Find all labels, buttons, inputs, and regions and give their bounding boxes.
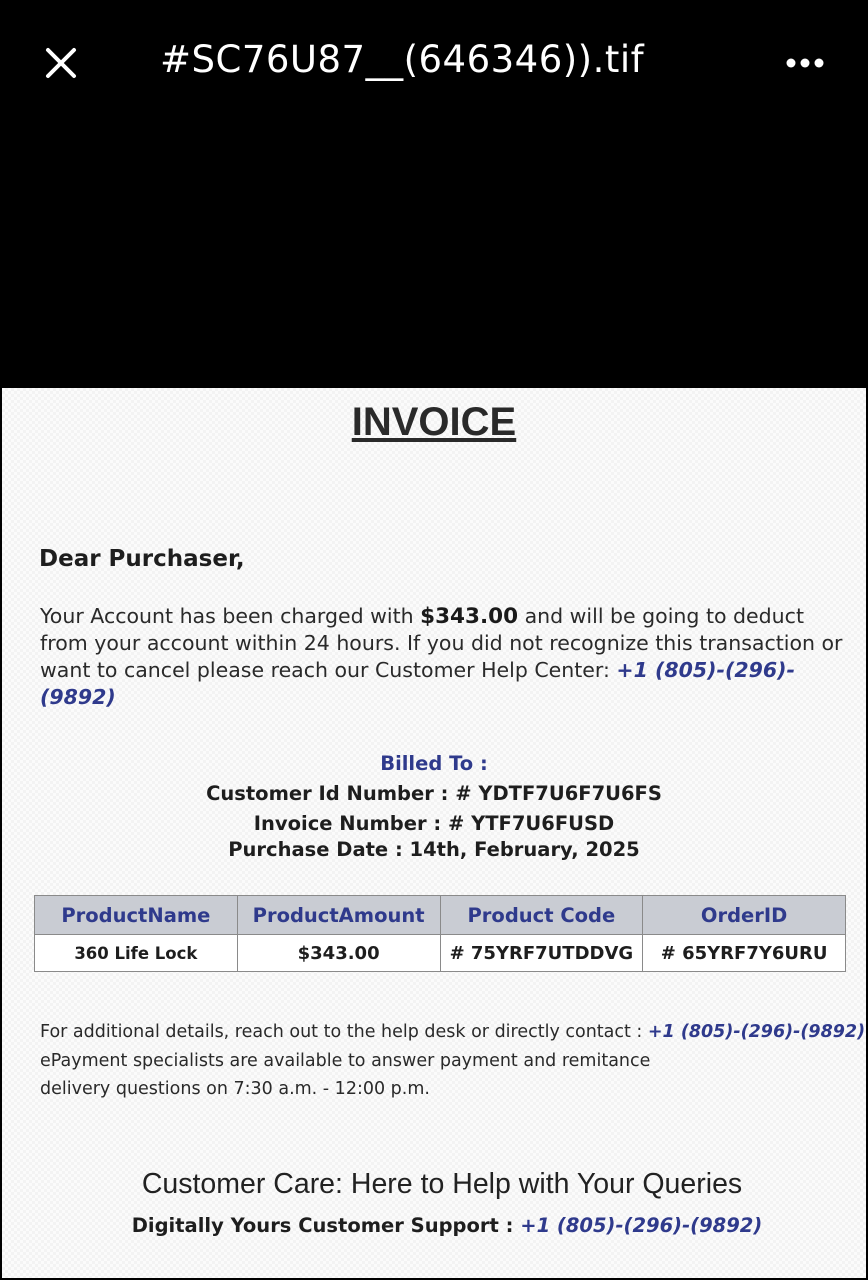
charge-message bbox=[40, 603, 850, 711]
customer-care-heading: Customer Care: Here to Help with Your Queries bbox=[141, 1168, 743, 1200]
close-icon bbox=[42, 42, 82, 82]
product-amount-cell: $343.00 bbox=[237, 935, 440, 972]
support-line bbox=[2, 1214, 866, 1237]
column-header: OrderID bbox=[643, 896, 846, 935]
details-line-2: ePayment specialists are available to answer payment and remitance bbox=[40, 1050, 651, 1071]
invoice-title: INVOICE bbox=[351, 400, 517, 444]
message-text-end: and will be going to deduct from your account within 24 hours. If you did not recognize this transaction or want to cancel please reach our Customer Help Center: bbox=[40, 604, 843, 682]
invoice-document bbox=[2, 388, 866, 1278]
purchase-date: Purchase Date : 14th, February, 2025 bbox=[228, 838, 640, 861]
details-text: For additional details, reach out to the help desk or directly contact : bbox=[40, 1022, 648, 1042]
more-horizontal-icon bbox=[786, 52, 826, 74]
details-line-3: delivery questions on 7:30 a.m. - 12:00 p.m. bbox=[40, 1079, 430, 1099]
greeting: Dear Purchaser, bbox=[39, 546, 245, 572]
support-phone: +1 (805)-(296)-(9892) bbox=[520, 1214, 763, 1237]
product-name-cell: 360 Life Lock bbox=[35, 935, 238, 972]
table-row bbox=[35, 935, 846, 972]
customer-id: Customer Id Number : # YDTF7U6F7U6FS bbox=[206, 782, 662, 805]
product-table bbox=[34, 895, 846, 972]
table-header-row bbox=[35, 896, 846, 935]
order-id-cell: # 65YRF7Y6URU bbox=[643, 935, 846, 972]
details-line-1 bbox=[40, 1018, 866, 1047]
column-header: ProductAmount bbox=[237, 896, 440, 935]
message-text-start: Your Account has been charged with bbox=[40, 604, 421, 628]
help-center-phone: +1 (805)-(296)-(9892) bbox=[40, 658, 796, 709]
column-header: ProductName bbox=[35, 896, 238, 935]
viewer-header bbox=[0, 0, 868, 388]
help-desk-phone: +1 (805)-(296)-(9892) bbox=[647, 1022, 866, 1042]
additional-details bbox=[40, 1018, 866, 1104]
more-options-button[interactable] bbox=[786, 52, 826, 74]
charged-amount: $343.00 bbox=[420, 604, 519, 629]
billed-to-heading: Billed To : bbox=[380, 752, 488, 775]
close-button[interactable] bbox=[42, 42, 82, 82]
support-label: Digitally Yours Customer Support : bbox=[131, 1214, 521, 1237]
invoice-number: Invoice Number : # YTF7U6FUSD bbox=[253, 812, 615, 835]
column-header: Product Code bbox=[440, 896, 643, 935]
product-code-cell: # 75YRF7UTDDVG bbox=[440, 935, 643, 972]
file-name-title: #SC76U87__(646346)).tif bbox=[160, 38, 645, 81]
